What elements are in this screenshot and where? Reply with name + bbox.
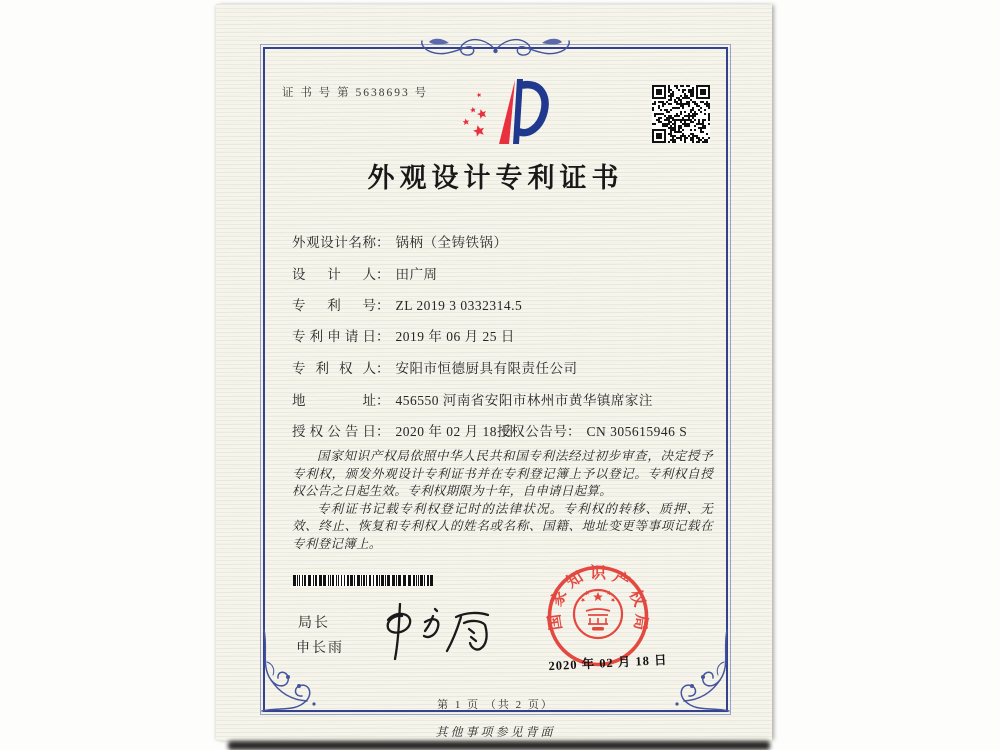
field-value: 锅柄（全铸铁锅） (395, 235, 508, 250)
field-value: 456550 河南省安阳市林州市黄华镇席家注 (395, 393, 653, 408)
field-colon: ： (376, 235, 390, 250)
certificate-title: 外观设计专利证书 (367, 163, 624, 193)
field-designer (292, 263, 728, 283)
field-label: 授权公告号 (497, 424, 567, 439)
field-address (292, 389, 728, 409)
field-value: 2019 年 06 月 25 日 (395, 329, 515, 344)
national-emblem-icon (574, 590, 622, 638)
commissioner-title: 局长 (298, 614, 330, 630)
field-colon: ： (567, 424, 581, 439)
field-value: 2020 年 02 月 18 日 (395, 424, 515, 439)
field-label: 授权公告日 (292, 424, 376, 439)
field-grant-number (497, 420, 687, 440)
field-colon: ： (376, 267, 390, 282)
field-grant-date (292, 420, 728, 440)
qr-code (652, 85, 710, 143)
page-indicator: 第 1 页 （共 2 页） (437, 699, 554, 711)
field-value: ZL 2019 3 0332314.5 (395, 298, 523, 313)
commissioner-signature (372, 600, 500, 664)
field-label: 地址 (292, 393, 376, 408)
field-label: 专利号 (292, 298, 376, 313)
back-note: 其他事项参见背面 (435, 725, 556, 739)
barcode (293, 575, 433, 586)
field-label: 设计人 (292, 267, 376, 282)
legal-paragraph-1: 国家知识产权局依照中华人民共和国专利法经过初步审查，决定授予专利权，颁发外观设计专利证书并在专利登记簿上予以登记。专利权自授权公告之日起生效。专利权期限为十年，自申请日起算。 (292, 449, 713, 498)
cnipa-logo-icon (451, 74, 551, 154)
field-label: 专利申请日 (292, 329, 376, 344)
field-colon: ： (376, 424, 390, 439)
legal-paragraph-2: 专利证书记载专利权登记时的法律状况。专利权的转移、质押、无效、终止、恢复和专利权人的姓名或名称、国籍、地址变更等事项记载在专利登记簿上。 (292, 501, 713, 551)
field-patent-number (292, 294, 728, 314)
field-patentee (292, 357, 728, 377)
certificate-number: 证 书 号 第 5638693 号 (282, 87, 429, 99)
seal-date: 2020 年 02 月 18 日 (548, 652, 668, 674)
field-colon: ： (376, 298, 390, 313)
field-label: 专利权人 (292, 361, 376, 376)
field-value: 安阳市恒德厨具有限责任公司 (395, 361, 578, 376)
field-colon: ： (376, 329, 390, 344)
commissioner-name: 申长雨 (296, 639, 344, 655)
field-value: 田广周 (395, 267, 438, 282)
paper-bottom-shadow (228, 741, 770, 750)
top-ornament-flourish (419, 34, 572, 64)
field-label: 外观设计名称 (292, 235, 376, 250)
certificate-paper (216, 4, 772, 741)
seal-agency-text: 国家知识产权局 (546, 564, 650, 632)
field-design-name (292, 231, 728, 251)
field-value: CN 305615946 S (586, 424, 688, 439)
field-colon: ： (376, 393, 390, 408)
field-filing-date (292, 325, 728, 345)
field-colon: ： (376, 361, 390, 376)
legal-text-block (292, 448, 713, 553)
